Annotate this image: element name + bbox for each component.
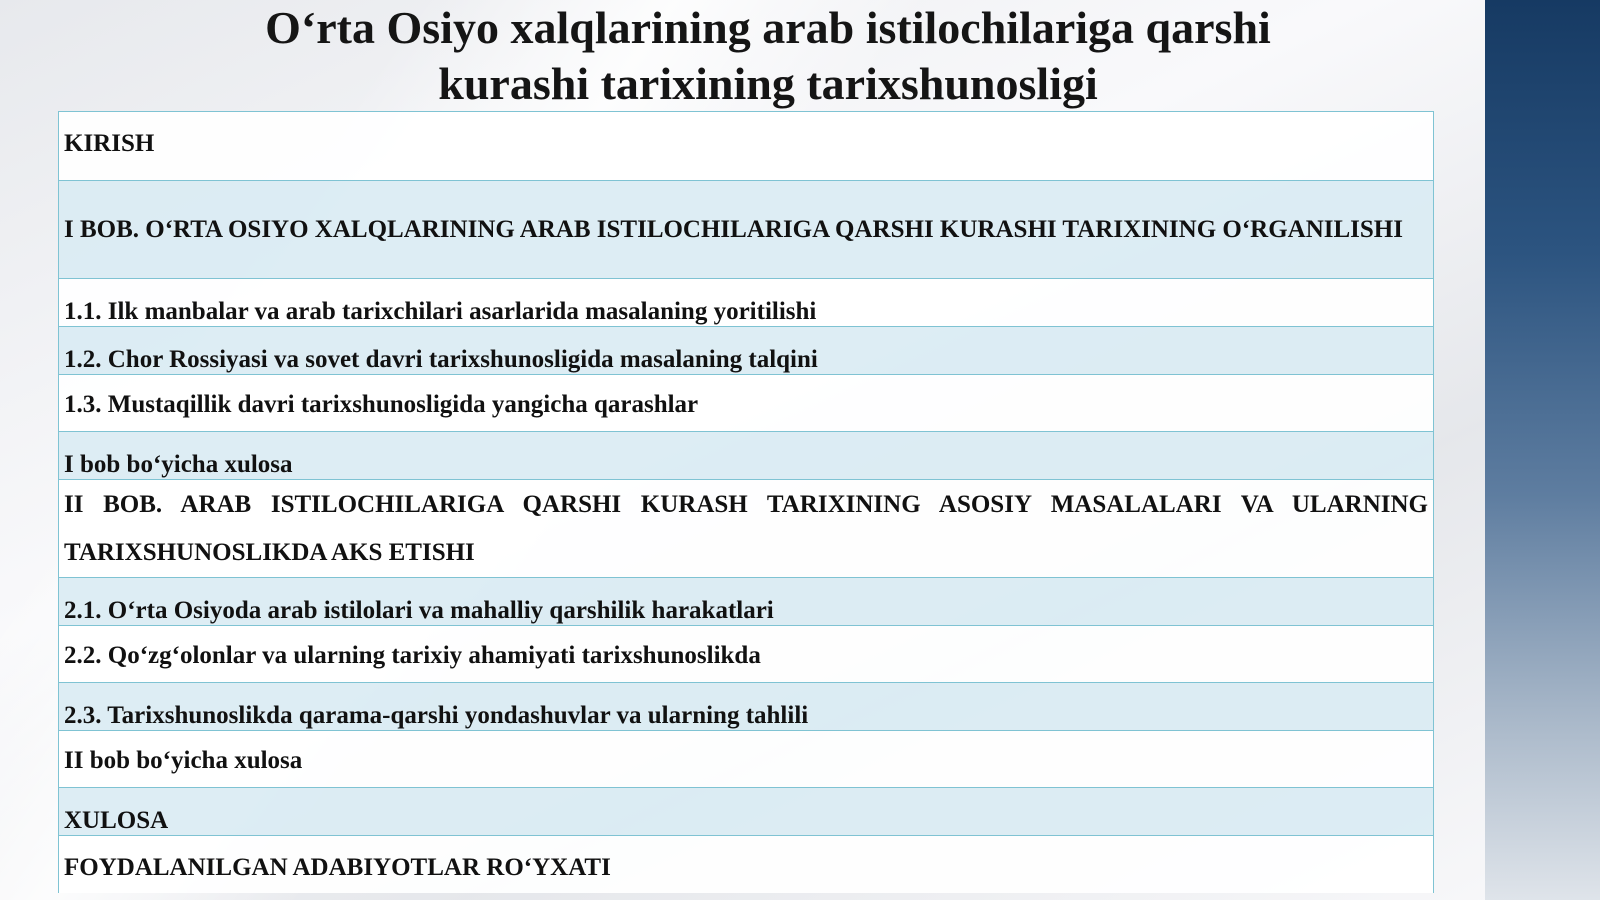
toc-row-section-2-2 bbox=[59, 626, 1433, 683]
toc-item-label: 2.2. Qo‘zg‘olonlar va ularning tarixiy ahamiyati tarixshunoslikda bbox=[64, 642, 761, 669]
toc-row-conclusion-2 bbox=[59, 731, 1433, 788]
toc-row-conclusion-1 bbox=[59, 432, 1433, 480]
toc-item-label: II bob bo‘yicha xulosa bbox=[64, 747, 303, 774]
toc-item-label: 2.3. Tarixshunoslikda qarama-qarshi yondashuvlar va ularning tahlili bbox=[64, 702, 809, 729]
table-of-contents bbox=[58, 111, 1434, 893]
toc-item-label: KIRISH bbox=[64, 130, 155, 157]
toc-item-label: 1.1. Ilk manbalar va arab tarixchilari asarlarida masalaning yoritilishi bbox=[64, 298, 817, 325]
toc-item-label: XULOSA bbox=[64, 807, 169, 834]
page-title bbox=[58, 0, 1478, 112]
title-line-2: kurashi tarixining tarixshunosligi bbox=[438, 58, 1098, 109]
toc-item-label: FOYDALANILGAN ADABIYOTLAR RO‘YXATI bbox=[64, 854, 611, 881]
toc-row-section-2-1 bbox=[59, 578, 1433, 626]
toc-item-label: 2.1. O‘rta Osiyoda arab istilolari va mahalliy qarshilik harakatlari bbox=[64, 597, 774, 624]
title-line-1: O‘rta Osiyo xalqlarining arab istilochilariga qarshi bbox=[265, 2, 1271, 53]
toc-row-chapter-1 bbox=[59, 181, 1433, 279]
toc-row-section-1-1 bbox=[59, 279, 1433, 327]
toc-row-section-1-2 bbox=[59, 327, 1433, 375]
toc-row-section-2-3 bbox=[59, 683, 1433, 731]
toc-row-xulosa bbox=[59, 788, 1433, 836]
toc-row-kirish bbox=[59, 112, 1433, 181]
toc-row-section-1-3 bbox=[59, 375, 1433, 432]
toc-item-label: 1.3. Mustaqillik davri tarixshunosligida yangicha qarashlar bbox=[64, 391, 699, 418]
toc-row-bibliography bbox=[59, 836, 1433, 893]
toc-item-label: I bob bo‘yicha xulosa bbox=[64, 451, 293, 478]
toc-item-label: 1.2. Chor Rossiyasi va sovet davri tarixshunosligida masalaning talqini bbox=[64, 346, 818, 373]
toc-item-label: II BOB. ARAB ISTILOCHILARIGA QARSHI KURASH TARIXINING ASOSIY MASALALARI VA ULARNING TARIXSHUNOSLIKDA AKS ETISHI bbox=[64, 490, 1428, 566]
toc-row-chapter-2 bbox=[59, 480, 1433, 578]
toc-item-label: I BOB. O‘RTA OSIYO XALQLARINING ARAB ISTILOCHILARIGA QARSHI KURASHI TARIXINING O‘RGANILISHI bbox=[64, 215, 1403, 243]
decorative-side-band bbox=[1485, 0, 1600, 900]
